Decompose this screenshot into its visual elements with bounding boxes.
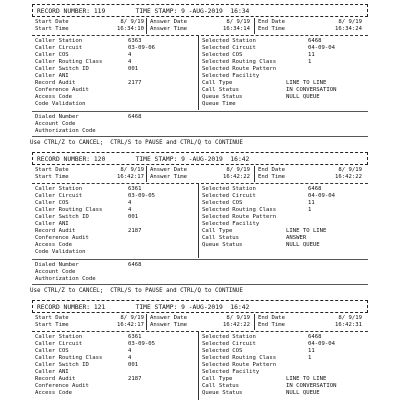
- field-text: Answer Time: [150, 26, 188, 32]
- field-text: Selected Station: [202, 186, 256, 192]
- divider: [32, 136, 368, 137]
- field-text: NULL QUEUE: [286, 242, 320, 248]
- field-row: [32, 235, 368, 242]
- field-text: Record Audit: [35, 228, 76, 234]
- field-row: [32, 38, 368, 45]
- field-text: Selected Route Pattern: [202, 66, 277, 72]
- field-row: [32, 390, 368, 397]
- field-text: 16:42:17: [117, 174, 144, 180]
- field-text: 16:34:14: [223, 26, 250, 32]
- field-text: 11: [308, 348, 315, 354]
- field-row: [32, 228, 368, 235]
- field-row: [32, 87, 368, 94]
- divider: [32, 35, 368, 36]
- field-text: 001: [128, 362, 139, 368]
- field-text: 8/ 9/19: [226, 315, 250, 321]
- field-row: [32, 45, 368, 52]
- field-text: NULL QUEUE: [286, 94, 320, 100]
- field-row: [32, 186, 368, 193]
- field-text: 04-09-04: [308, 193, 335, 199]
- field-text: Answer Date: [150, 167, 188, 173]
- field-text: 16:42:22: [223, 322, 250, 328]
- field-row: [32, 101, 368, 108]
- field-text: Caller Routing Class: [35, 355, 103, 361]
- field-row: [32, 242, 368, 249]
- field-text: NULL QUEUE: [286, 390, 320, 396]
- field-text: End Time: [258, 174, 285, 180]
- field-text: 11: [308, 200, 315, 206]
- field-row: [32, 52, 368, 59]
- field-text: 8/ 9/19: [120, 167, 144, 173]
- field-text: Selected COS: [202, 348, 243, 354]
- field-text: Caller Switch ID: [35, 66, 89, 72]
- field-row: [32, 334, 368, 341]
- field-row: [32, 73, 368, 80]
- field-text: Queue Status: [202, 242, 243, 248]
- field-row: [32, 174, 368, 181]
- divider: [32, 111, 368, 112]
- field-text: Selected Circuit: [202, 193, 256, 199]
- field-text: 2187: [128, 376, 142, 382]
- field-text: 4: [128, 355, 132, 361]
- field-text: Caller Station: [35, 38, 83, 44]
- field-row: [32, 94, 368, 101]
- field-row: [32, 269, 368, 276]
- call-record: [32, 4, 368, 134]
- field-text: Queue Time: [202, 101, 236, 107]
- field-text: 16:42:22: [335, 174, 362, 180]
- field-row: [32, 383, 368, 390]
- field-text: Access Code: [35, 94, 73, 100]
- divider: [146, 18, 147, 34]
- field-text: 2177: [128, 80, 142, 86]
- field-text: End Date: [258, 19, 285, 25]
- field-text: Caller COS: [35, 52, 69, 58]
- field-text: Queue Status: [202, 390, 243, 396]
- field-text: Authorization Code: [35, 276, 96, 282]
- record-header: RECORD NUMBER: 121 TIME STAMP: 9 -AUG-2019 16:42: [32, 300, 368, 313]
- field-row: [32, 249, 368, 256]
- field-text: Caller Switch ID: [35, 362, 89, 368]
- field-row: [32, 214, 368, 221]
- field-text: Answer Date: [150, 19, 188, 25]
- field-text: 6468: [128, 262, 142, 268]
- divider: [146, 166, 147, 182]
- field-text: 6468: [308, 186, 322, 192]
- field-text: Answer Date: [150, 315, 188, 321]
- field-text: End Time: [258, 322, 285, 328]
- field-row: [32, 59, 368, 66]
- field-text: 4: [128, 200, 132, 206]
- field-text: Dialed Number: [35, 262, 79, 268]
- field-text: Dialed Number: [35, 114, 79, 120]
- field-text: 8/ 9/19: [338, 19, 362, 25]
- field-row: [32, 26, 368, 33]
- field-text: Caller Routing Class: [35, 207, 103, 213]
- field-text: Selected COS: [202, 52, 243, 58]
- field-text: ANSWER: [286, 235, 307, 241]
- field-text: Caller COS: [35, 200, 69, 206]
- call-record: [32, 152, 368, 282]
- field-row: [32, 128, 368, 135]
- field-text: End Time: [258, 26, 285, 32]
- field-text: 8/ 9/19: [226, 19, 250, 25]
- field-row: [32, 207, 368, 214]
- field-text: 4: [128, 348, 132, 354]
- field-text: 6361: [128, 334, 142, 340]
- field-text: Start Time: [35, 26, 69, 32]
- field-text: Call Status: [202, 383, 240, 389]
- field-text: 16:34:10: [117, 26, 144, 32]
- field-text: 11: [308, 52, 315, 58]
- field-text: 8/ 9/19: [338, 167, 362, 173]
- field-text: 16:34:24: [335, 26, 362, 32]
- field-text: Caller ANI: [35, 73, 69, 79]
- field-text: IN CONVERSATION: [286, 87, 337, 93]
- field-text: Caller Circuit: [35, 193, 83, 199]
- field-text: 6468: [128, 114, 142, 120]
- field-row: [32, 80, 368, 87]
- field-text: Selected Route Pattern: [202, 362, 277, 368]
- field-text: Selected Station: [202, 334, 256, 340]
- field-text: Call Status: [202, 235, 240, 241]
- field-row: [32, 200, 368, 207]
- field-row: [32, 114, 368, 121]
- field-row: [32, 121, 368, 128]
- field-text: 1: [308, 59, 312, 65]
- field-text: Start Date: [35, 167, 69, 173]
- field-text: Selected COS: [202, 200, 243, 206]
- divider: [32, 331, 368, 332]
- field-text: LINE TO LINE: [286, 228, 327, 234]
- field-row: [32, 341, 368, 348]
- field-row: [32, 221, 368, 228]
- field-text: IN CONVERSATION: [286, 383, 337, 389]
- field-text: 03-09-05: [128, 341, 155, 347]
- field-row: [32, 167, 368, 174]
- field-text: Call Status: [202, 87, 240, 93]
- field-row: [32, 369, 368, 376]
- field-text: Call Type: [202, 376, 233, 382]
- divider: [198, 36, 199, 110]
- field-text: Selected Station: [202, 38, 256, 44]
- field-text: Caller Station: [35, 334, 83, 340]
- divider: [254, 18, 255, 34]
- field-text: 03-09-05: [128, 193, 155, 199]
- field-text: End Date: [258, 167, 285, 173]
- field-text: Caller Station: [35, 186, 83, 192]
- field-text: 4: [128, 59, 132, 65]
- field-text: 16:42:17: [117, 322, 144, 328]
- field-text: 8/ 9/19: [226, 167, 250, 173]
- field-text: 03-09-06: [128, 45, 155, 51]
- field-text: End Date: [258, 315, 285, 321]
- field-text: 4: [128, 207, 132, 213]
- divider: [254, 166, 255, 182]
- field-text: 1: [308, 207, 312, 213]
- field-text: Queue Status: [202, 94, 243, 100]
- field-text: 16:42:22: [223, 174, 250, 180]
- field-row: [32, 322, 368, 329]
- field-text: Selected Routing Class: [202, 59, 277, 65]
- ctrl-instructions: Use CTRL/Z to CANCEL; CTRL/S to PAUSE and CTRL/Q to CONTINUE: [30, 140, 243, 146]
- field-text: Account Code: [35, 121, 76, 127]
- field-text: Caller COS: [35, 348, 69, 354]
- field-text: Record Audit: [35, 80, 76, 86]
- field-text: Selected Circuit: [202, 341, 256, 347]
- field-row: [32, 19, 368, 26]
- field-text: Answer Time: [150, 322, 188, 328]
- field-text: Call Type: [202, 228, 233, 234]
- field-text: Caller ANI: [35, 369, 69, 375]
- field-text: Caller Circuit: [35, 341, 83, 347]
- field-row: [32, 355, 368, 362]
- field-text: 1: [308, 355, 312, 361]
- record-header: RECORD NUMBER: 119 TIME STAMP: 9 -AUG-2019 16:34: [32, 4, 368, 17]
- field-row: [32, 315, 368, 322]
- field-text: Conference Audit: [35, 235, 89, 241]
- field-text: 6363: [128, 38, 142, 44]
- field-text: 8/ 9/19: [338, 315, 362, 321]
- field-text: LINE TO LINE: [286, 80, 327, 86]
- divider: [146, 314, 147, 330]
- divider: [32, 259, 368, 260]
- field-text: LINE TO LINE: [286, 376, 327, 382]
- field-text: 2187: [128, 228, 142, 234]
- field-text: Code Validation: [35, 249, 86, 255]
- field-text: 001: [128, 214, 139, 220]
- field-text: Access Code: [35, 242, 73, 248]
- field-text: Caller Routing Class: [35, 59, 103, 65]
- field-row: [32, 376, 368, 383]
- field-text: 6468: [308, 334, 322, 340]
- field-text: Conference Audit: [35, 87, 89, 93]
- field-text: Selected Routing Class: [202, 355, 277, 361]
- record-header: RECORD NUMBER: 120 TIME STAMP: 9 -AUG-2019 16:42: [32, 152, 368, 165]
- field-row: [32, 348, 368, 355]
- field-text: Start Date: [35, 19, 69, 25]
- field-text: Selected Facility: [202, 369, 260, 375]
- divider: [32, 183, 368, 184]
- field-row: [32, 66, 368, 73]
- field-text: Caller Switch ID: [35, 214, 89, 220]
- field-text: Start Time: [35, 174, 69, 180]
- field-text: Authorization Code: [35, 128, 96, 134]
- field-text: Caller Circuit: [35, 45, 83, 51]
- field-text: 8/ 9/19: [120, 315, 144, 321]
- field-text: Access Code: [35, 390, 73, 396]
- field-text: Start Time: [35, 322, 69, 328]
- field-text: Record Audit: [35, 376, 76, 382]
- field-text: 4: [128, 52, 132, 58]
- divider: [198, 332, 199, 400]
- field-row: [32, 276, 368, 283]
- field-text: 04-09-04: [308, 341, 335, 347]
- field-text: Selected Facility: [202, 73, 260, 79]
- field-text: Selected Route Pattern: [202, 214, 277, 220]
- divider: [32, 284, 368, 285]
- field-text: Selected Routing Class: [202, 207, 277, 213]
- field-text: Account Code: [35, 269, 76, 275]
- field-text: 6468: [308, 38, 322, 44]
- field-text: 6361: [128, 186, 142, 192]
- field-text: Selected Facility: [202, 221, 260, 227]
- field-text: 001: [128, 66, 139, 72]
- field-text: Selected Circuit: [202, 45, 256, 51]
- field-text: Call Type: [202, 80, 233, 86]
- field-text: Code Validation: [35, 101, 86, 107]
- field-text: Answer Time: [150, 174, 188, 180]
- field-row: [32, 362, 368, 369]
- field-text: Conference Audit: [35, 383, 89, 389]
- field-text: 16:42:31: [335, 322, 362, 328]
- call-record: [32, 300, 368, 396]
- field-text: 04-09-04: [308, 45, 335, 51]
- divider: [254, 314, 255, 330]
- field-text: Start Date: [35, 315, 69, 321]
- field-row: [32, 262, 368, 269]
- ctrl-instructions: Use CTRL/Z to CANCEL; CTRL/S to PAUSE and CTRL/Q to CONTINUE: [30, 288, 243, 294]
- field-text: 8/ 9/19: [120, 19, 144, 25]
- divider: [198, 184, 199, 258]
- field-text: Caller ANI: [35, 221, 69, 227]
- field-row: [32, 193, 368, 200]
